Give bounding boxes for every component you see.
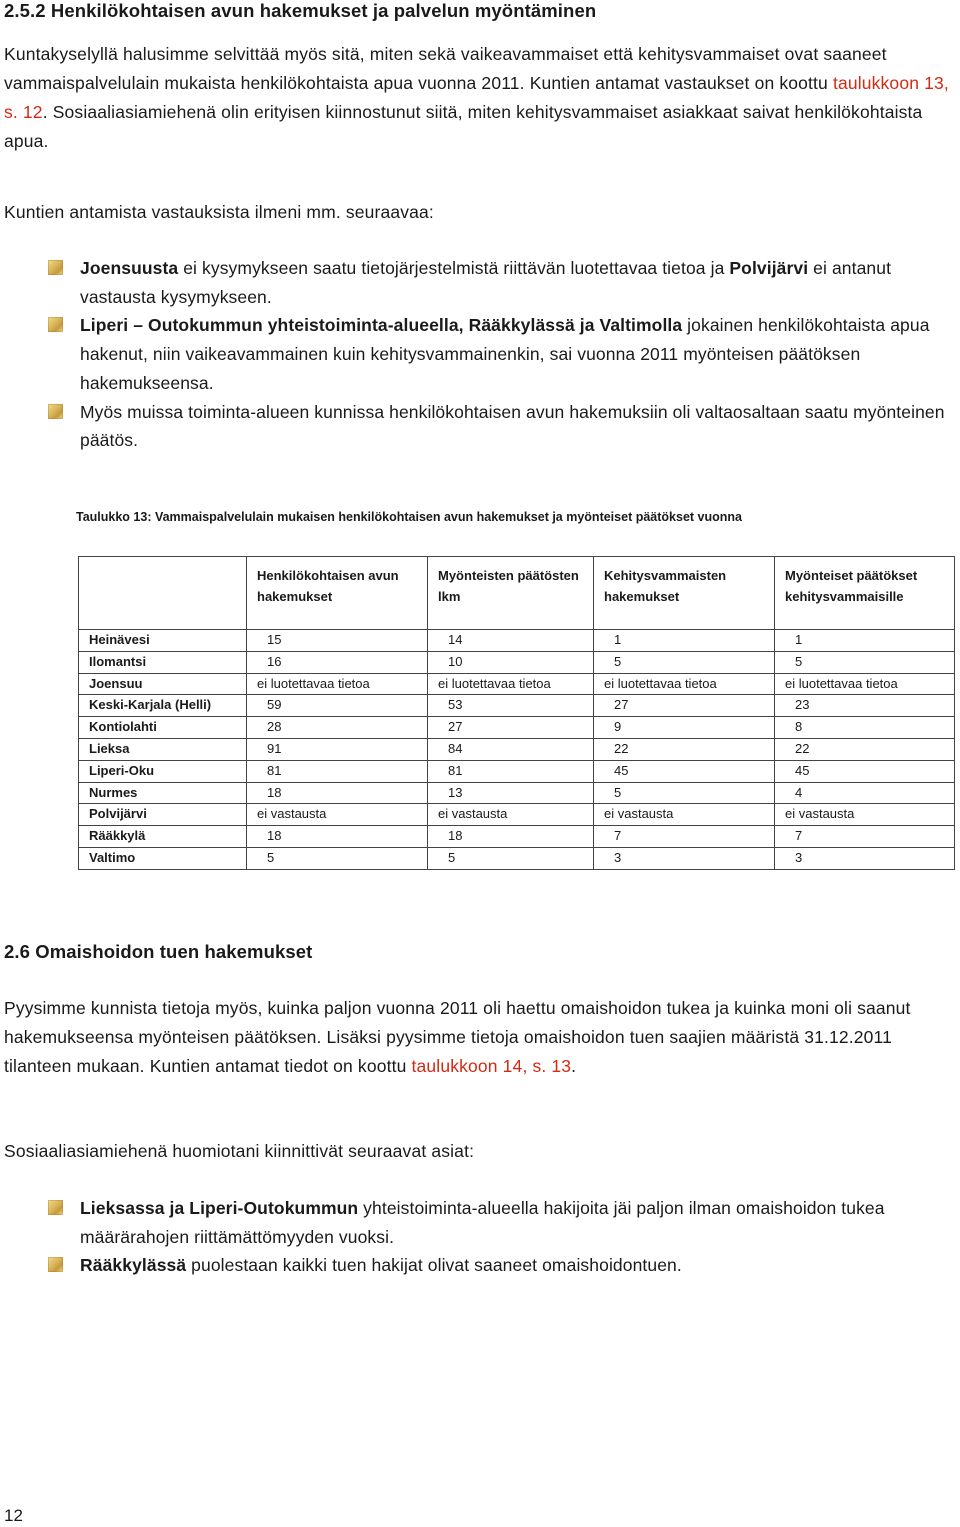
value-cell: 18 — [247, 826, 428, 848]
municipality-cell: Joensuu — [79, 673, 247, 695]
value-cell: ei vastausta — [775, 804, 955, 826]
value-cell: 53 — [428, 695, 594, 717]
gold-square-bullet-icon — [48, 1257, 63, 1272]
section2-intro-paragraph: Pyysimme kunnista tietoja myös, kuinka paljon vuonna 2011 oli haettu omaishoidon tukea ja kuinka moni oli saanut hakemukseensa myönteisen päätöksen. Lisäksi pyysimme tietoja omaishoidon tuen saajien määristä 31.12.2011 tilanteen mukaan. Kuntien antamat tiedot on koottu taulukkoon 14, s. 13. — [4, 998, 911, 1076]
section1-findings-intro: Kuntien antamista vastauksista ilmeni mm. seuraavaa: — [4, 202, 434, 222]
value-cell: 18 — [428, 826, 594, 848]
value-cell: 23 — [775, 695, 955, 717]
value-cell: 15 — [247, 630, 428, 652]
table-header-cell: Myönteiset päätökset kehitysvammaisille — [775, 557, 955, 630]
value-cell: 9 — [594, 717, 775, 739]
value-cell: 22 — [594, 738, 775, 760]
table-row — [79, 847, 955, 869]
municipality-cell: Keski-Karjala (Helli) — [79, 695, 247, 717]
value-cell: ei luotettavaa tietoa — [428, 673, 594, 695]
table-header-cell: Kehitysvammaisten hakemukset — [594, 557, 775, 630]
table-row — [79, 738, 955, 760]
value-cell: 5 — [247, 847, 428, 869]
section1-bullet-list — [48, 254, 958, 455]
table-header-cell: Myönteisten päätösten lkm — [428, 557, 594, 630]
value-cell: 22 — [775, 738, 955, 760]
table-header-cell — [79, 557, 247, 630]
gold-square-bullet-icon — [48, 404, 63, 419]
table-13-reference-link[interactable]: taulukkoon 13, s. 12 — [4, 73, 949, 122]
municipality-cell: Heinävesi — [79, 630, 247, 652]
gold-square-bullet-icon — [48, 317, 63, 332]
table-row — [79, 826, 955, 848]
value-cell: 5 — [594, 651, 775, 673]
value-cell: 1 — [775, 630, 955, 652]
table-body — [79, 630, 955, 870]
municipality-cell: Rääkkylä — [79, 826, 247, 848]
municipality-cell: Polvijärvi — [79, 804, 247, 826]
value-cell: 27 — [594, 695, 775, 717]
value-cell: ei luotettavaa tietoa — [247, 673, 428, 695]
value-cell: 45 — [594, 760, 775, 782]
section1-intro-paragraph: Kuntakyselyllä halusimme selvittää myös sitä, miten sekä vaikeavammaiset että kehitysvammaiset ovat saaneet vammaispalvelulain mukaista henkilökohtaista apua vuonna 2011. Kuntien antamat vastaukset on koottu taulukkoon 13, s. 12. Sosiaaliasiamiehenä olin erityisen kiinnostunut siitä, miten kehitysvammaiset asiakkaat saivat henkilökohtaista apua. — [4, 44, 949, 151]
table-row — [79, 760, 955, 782]
section-heading-2-5-2: 2.5.2 Henkilökohtaisen avun hakemukset ja palvelun myöntäminen — [4, 0, 597, 21]
table-header-row — [79, 557, 955, 630]
municipality-cell: Ilomantsi — [79, 651, 247, 673]
table-row — [79, 804, 955, 826]
municipality-cell: Lieksa — [79, 738, 247, 760]
gold-square-bullet-icon — [48, 260, 63, 275]
value-cell: 16 — [247, 651, 428, 673]
value-cell: 5 — [775, 651, 955, 673]
value-cell: ei luotettavaa tietoa — [594, 673, 775, 695]
value-cell: ei vastausta — [594, 804, 775, 826]
municipality-cell: Kontiolahti — [79, 717, 247, 739]
value-cell: 7 — [594, 826, 775, 848]
value-cell: 4 — [775, 782, 955, 804]
value-cell: 81 — [428, 760, 594, 782]
gold-square-bullet-icon — [48, 1200, 63, 1215]
table-row — [79, 695, 955, 717]
value-cell: 7 — [775, 826, 955, 848]
value-cell: 45 — [775, 760, 955, 782]
section-heading-2-6: 2.6 Omaishoidon tuen hakemukset — [4, 941, 313, 962]
table-row — [79, 717, 955, 739]
bullet-item-lieksa: Lieksassa ja Liperi-Outokummun yhteistoiminta-alueella hakijoita jäi paljon ilman omaishoidon tukea määrärahojen riittämättömyyden vuoksi. — [48, 1194, 958, 1251]
value-cell: ei vastausta — [428, 804, 594, 826]
value-cell: 84 — [428, 738, 594, 760]
municipality-cell: Valtimo — [79, 847, 247, 869]
value-cell: 91 — [247, 738, 428, 760]
value-cell: 59 — [247, 695, 428, 717]
bullet-item-raakkyla: Rääkkylässä puolestaan kaikki tuen hakijat olivat saaneet omaishoidontuen. — [48, 1251, 958, 1280]
value-cell: 8 — [775, 717, 955, 739]
table-row — [79, 651, 955, 673]
value-cell: 3 — [594, 847, 775, 869]
value-cell: 5 — [428, 847, 594, 869]
table-row — [79, 782, 955, 804]
municipality-cell: Liperi-Oku — [79, 760, 247, 782]
table-row — [79, 673, 955, 695]
table-header-cell: Henkilökohtaisen avun hakemukset — [247, 557, 428, 630]
value-cell: 5 — [594, 782, 775, 804]
value-cell: ei vastausta — [247, 804, 428, 826]
value-cell: 18 — [247, 782, 428, 804]
value-cell: 1 — [594, 630, 775, 652]
section2-bullet-list — [48, 1194, 958, 1280]
table-13-caption: Taulukko 13: Vammaispalvelulain mukaisen henkilökohtaisen avun hakemukset ja myönteiset päätökset vuonna — [76, 510, 742, 524]
page-number: 12 — [4, 1506, 23, 1525]
value-cell: 13 — [428, 782, 594, 804]
value-cell: 81 — [247, 760, 428, 782]
value-cell: 10 — [428, 651, 594, 673]
value-cell: 14 — [428, 630, 594, 652]
bullet-item-liperi: Liperi – Outokummun yhteistoiminta-alueella, Rääkkylässä ja Valtimolla jokainen henkilökohtaista apua hakenut, niin vaikeavammainen kuin kehitysvammainenkin, sai vuonna 2011 myönteisen päätöksen hakemukseensa. — [48, 311, 958, 397]
value-cell: 3 — [775, 847, 955, 869]
value-cell: 27 — [428, 717, 594, 739]
value-cell: ei luotettavaa tietoa — [775, 673, 955, 695]
section2-findings-intro: Sosiaaliasiamiehenä huomiotani kiinnittivät seuraavat asiat: — [4, 1141, 475, 1161]
table-14-reference-link[interactable]: taulukkoon 14, s. 13 — [411, 1056, 572, 1076]
bullet-item-others: Myös muissa toiminta-alueen kunnissa henkilökohtaisen avun hakemuksiin oli valtaosaltaan saatu myönteinen päätös. — [48, 398, 958, 455]
bullet-item-joensuu: Joensuusta ei kysymykseen saatu tietojärjestelmistä riittävän luotettavaa tietoa ja Polvijärvi ei antanut vastausta kysymykseen. — [48, 254, 958, 311]
table-13 — [78, 556, 955, 870]
municipality-cell: Nurmes — [79, 782, 247, 804]
table-row — [79, 630, 955, 652]
value-cell: 28 — [247, 717, 428, 739]
